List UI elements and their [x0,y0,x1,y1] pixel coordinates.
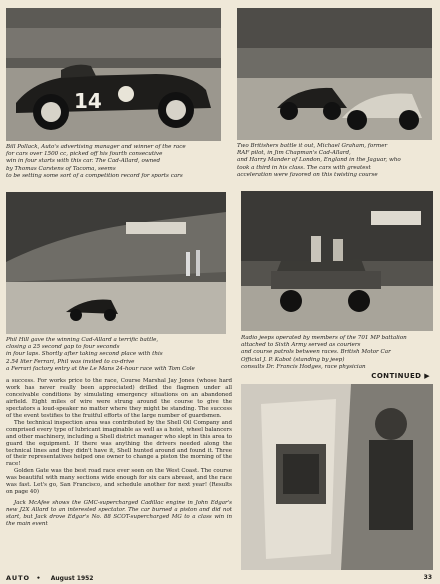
issue-date: August 1952 [50,575,94,582]
caption-line: by Thomas Carstens of Tacoma, seems [6,165,116,172]
footer-magazine [6,574,93,582]
caption-line: Phil Hill gave the winning Cad-Allard a terrific battle, [6,337,159,343]
caption-line: Bill Pollack, Auto's advertising manager and winner of the race [6,144,186,150]
photo-ferrari-phil-hill [6,192,226,334]
body-paragraph: The technical inspection area was contributed by the Shell Oil Company and comprised every type of lubricant imaginable as well as a hoist, wheel balancers and other machinery, including a Shell district manager who slept in this area to guard the equipment. If there was anything the drivers needed along the technical lines and they didn't have it, Shell hunted around and found it. Three of their representatives helped one owner to change a piston the morning of the race! [6,419,232,468]
caption-line: RAF pilot, in Jim Chapman's Cad-Allard, [237,150,351,157]
caption-top-left [6,144,226,180]
caption-line: and course patrols between races. British Motor Car [241,349,391,356]
caption-line: to be setting some sort of a competition record for sports cars [6,172,183,179]
caption-line: attached to Sixth Army served as couriers [241,342,361,349]
caption-mid-right [241,335,436,371]
photo-radio-jeep [241,191,433,331]
caption-line: for cars over 1500 cc, picked off his fourth consecutive [6,151,163,158]
photo-supercharged-engine [241,384,433,570]
footer-separator: • [36,574,42,582]
continued-marker [371,372,430,380]
caption-line: win in four starts with this car. The Cad-Allard, owned [6,158,161,165]
article-body [6,378,232,528]
caption-line: consults Dr. Francis Hodges, race physician [241,363,366,370]
caption-line: closing a 25 second gap to four seconds [6,344,120,351]
caption-line: and Harry Mander of London, England in the Jaguar, who [237,157,401,164]
caption-line: Official J. P. Kabot (standing by jeep) [241,356,345,363]
caption-mid-left [6,337,231,373]
caption-top-right [237,143,437,179]
continued-label: CONTINUED [371,372,422,380]
magazine-name: AUTO [6,574,31,582]
caption-line: a Ferrari factory entry at the Le Mans 24-hour race with Tom Cole [6,365,195,372]
photo-allard-14 [6,8,221,141]
caption-line: Radio jeeps operated by members of the 701 MP battalion [241,335,407,341]
page-number: 33 [423,574,432,581]
photo-cad-allard-jaguar [237,8,432,140]
caption-line: Two Britishers battle it out, Michael Graham, former [237,143,388,149]
body-paragraph: a success. For works price to the race, Course Marshal Jay Jones (whose hard work has never really been appreciated) drilled the flagmen under all conceivable conditions by simulating emergency situations on an abandoned airfield. Eight miles of wire were strung around the course to give the spectators a loud-speaker no matter where they might be standing. The success of the event testifies to the fruitful efforts of the large number of guardsmen. [6,378,232,419]
engine-caption: Jack McAfee shows the GMC-supercharged Cadillac engine in John Edgar's new J2X Allard to an interested spectator. The car burned a piston and did not start, but Jack drove Edgar's No. 88 SCOT-supercharged MG to a class win in the main event [6,500,232,528]
caption-line: acceleration were favored on this twisting course [237,171,378,178]
caption-line: 2.54 liter Ferrari, Phil was invited to co-drive [6,358,135,365]
race-number-14: 14 [74,89,102,113]
caption-line: took a third in his class. The cars with greatest [237,164,371,171]
continued-arrow-icon: ▶ [424,372,430,380]
caption-line: in four laps. Shortly after taking second place with this [6,351,163,358]
body-paragraph: Golden Gate was the best road race ever seen on the West Coast. The course was beautiful with many sections wide enough for six cars abreast, and the race was fast. Let's go, San Francisco, and schedule another for next year! (Results on page 40) [6,468,232,496]
